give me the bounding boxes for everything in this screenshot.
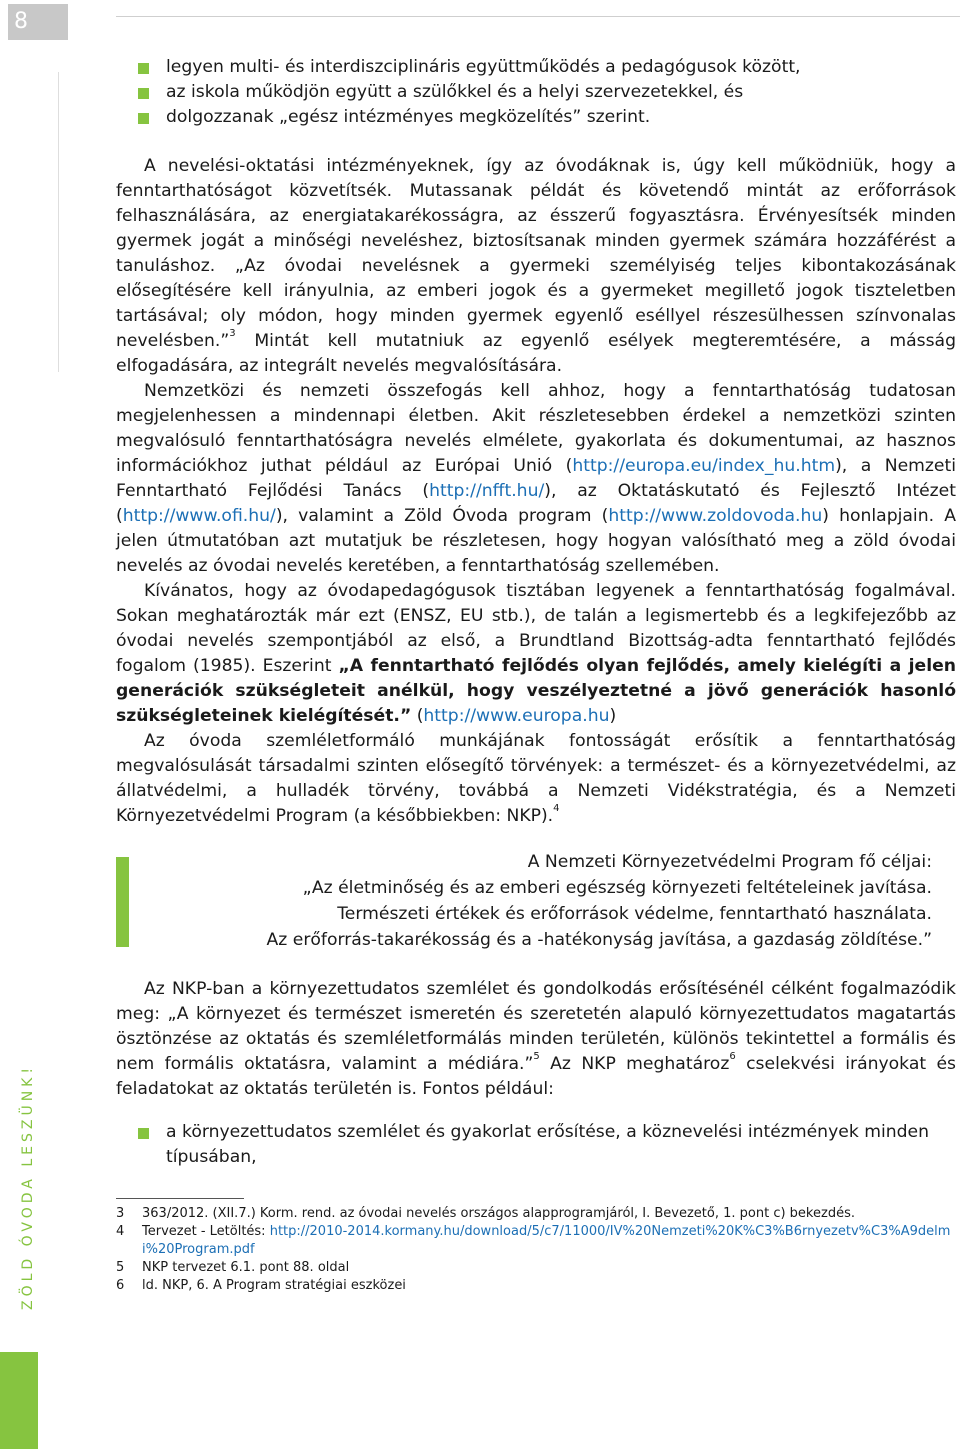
margin-rule bbox=[58, 72, 59, 372]
quote-line: Az erőforrás-takarékosság és a -hatékonyság javítása, a gazdaság zöldítése.” bbox=[266, 930, 932, 950]
bottom-bullet-list bbox=[116, 1120, 956, 1170]
list-item: legyen multi- és interdiszciplináris együttműködés a pedagógusok között, bbox=[116, 55, 956, 80]
link-ofi[interactable]: http://www.ofi.hu/ bbox=[122, 506, 276, 526]
footnote-3: 3 363/2012. (XII.7.) Korm. rend. az óvodai nevelés országos alapprogramjáról, I. Bevezető, 1. pont c) bekezdés. bbox=[116, 1206, 855, 1221]
paragraph-cooperation: Nemzetközi és nemzeti összefogás kell ahhoz, hogy a fenntarthatóság tudatosan megjelenhessen a mindennapi életben. Akit részletesebben érdekel a nemzetközi szinten megvalósuló fenntarthatóságra nevelés elmélete, gyakorlata és dokumentumai, az hasznos információkhoz juthat például az Európai Unió (http://europa.eu/index_hu.htm), a Nemzeti Fenntartható Fejlődési Tanács (http://nfft.hu/), az Oktatáskutató és Fejlesztő Intézet (http://www.ofi.hu/), valamint a Zöld Óvoda program (http://www.zoldovoda.hu) honlapjain. A jelen útmutatóban azt mutatjuk be részletesen, hogy hogyan valósítható meg a zöld óvodai nevelés az óvodai nevelés keretében, a fenntarthatóság szellemében. bbox=[116, 381, 956, 576]
brundtland-definition: „A fenntartható fejlődés olyan fejlődés, amely kielégíti a jelen generációk szükségleteit anélkül, hogy veszélyeztetné a jövő generációk hasonló szükségleteinek kielégítését.” bbox=[116, 656, 956, 726]
footnote-separator bbox=[116, 1198, 244, 1199]
footnote-ref-5[interactable]: 5 bbox=[533, 1051, 540, 1062]
link-europa-eu[interactable]: http://europa.eu/index_hu.htm bbox=[572, 456, 836, 476]
link-zoldovoda[interactable]: http://www.zoldovoda.hu bbox=[608, 506, 823, 526]
paragraph-definition: Kívánatos, hogy az óvodapedagógusok tisztában legyenek a fenntarthatóság fogalmával. Sokan meghatározták már ezt (ENSZ, EU stb.), de talán a legismertebb és a legkifejezőbb az óvodai nevelés szempontjából az első, a Brundtland Bizottság-adta fenntartható fejlődés fogalom (1985). Eszerint „A fenntartható fejlődés olyan fejlődés, amely kielégíti a jelen generációk szükségleteit anélkül, hogy veszélyeztetné a jövő generációk hasonló szükségleteinek kielégítését.” (http://www.europa.hu) bbox=[116, 581, 956, 726]
footnote-5: 5 NKP tervezet 6.1. pont 88. oldal bbox=[116, 1260, 350, 1275]
page-number: 8 bbox=[8, 4, 68, 40]
nkp-goals-quote bbox=[116, 849, 956, 953]
footnote-ref-3[interactable]: 3 bbox=[229, 328, 236, 339]
paragraph-laws: Az óvoda szemléletformáló munkájának fontosságát erősítik a fenntarthatóság megvalósulását társadalmi szinten elősegítő törvények: a természet- és a környezetvédelmi, az állatvédelmi, a hulladék törvény, továbbá a Nemzeti Vidékstratégia, és a Nemzeti Környezetvédelmi Program (a későbbiekben: NKP).$^4$ bbox=[116, 731, 956, 826]
top-bullet-list bbox=[116, 55, 956, 130]
page-content bbox=[116, 55, 956, 1295]
footnote-ref-4[interactable]: 4 bbox=[553, 803, 560, 814]
link-europa-hu[interactable]: http://www.europa.hu bbox=[423, 706, 610, 726]
footnote-6: 6 ld. NKP, 6. A Program stratégiai eszközei bbox=[116, 1278, 406, 1293]
quote-line: Természeti értékek és erőforrások védelme, fenntartható használata. bbox=[337, 904, 932, 924]
list-item: a környezettudatos szemlélet és gyakorlat erősítése, a köznevelési intézmények minden típusában, bbox=[116, 1120, 956, 1170]
header-rule bbox=[116, 16, 960, 17]
paragraph-nkp: Az NKP-ban a környezettudatos szemlélet és gondolkodás erősítésénél célként fogalmazódik meg: „A környezet és természet ismeretén és szeretetén alapuló környezettudatos magatartás ösztönzése az oktatás és szemléletformálás minden területén, különös tekintettel a formális és nem formális oktatásra, valamint a médiára.”$^5$ Az NKP meghatároz$^6$ cselekvési irányokat és feladatokat az oktatás területén is. Fontos például: bbox=[116, 979, 956, 1099]
footnote-ref-6[interactable]: 6 bbox=[729, 1051, 736, 1062]
paragraph-intro: A nevelési-oktatási intézményeknek, így az óvodáknak is, úgy kell működniük, hogy a fenntarthatóságot közvetítsék. Mutassanak példát és követendő mintát az erőforrások felhasználására, az energiatakarékosságra, az ésszerű fogyasztásra. Érvényesítsék minden gyermek jogát a minőségi neveléshez, biztosítsanak minden gyermek számára hozzáférést a tanuláshoz. „Az óvodai nevelésnek a gyermeki személyiség teljes kibontakozásának elősegítésére kell irányulnia, az emberi jogok és a gyermeket megillető jogok tiszteletben tartásával; oly módon, hogy minden gyermek egyenlő eséllyel részesülhessen színvonalas nevelésben.”$^3$ Mintát kell mutatniuk az egyenlő esélyek megteremtésére, a másság elfogadására, az integrált nevelés megvalósítására. bbox=[116, 156, 956, 376]
corner-green-bar bbox=[0, 1352, 38, 1449]
quote-accent-bar bbox=[116, 857, 129, 947]
list-item: az iskola működjön együtt a szülőkkel és a helyi szervezetekkel, és bbox=[116, 80, 956, 105]
link-nkp-pdf[interactable]: http://2010-2014.kormany.hu/download/5/c7/11000/IV%20Nemzeti%20K%C3%B6rnyezetv%C3%A9delmi%20Program.pdf bbox=[142, 1224, 951, 1257]
quote-title: A Nemzeti Környezetvédelmi Program fő céljai: bbox=[527, 852, 932, 872]
quote-line: „Az életminőség és az emberi egészség környezeti feltételeinek javítása. bbox=[302, 878, 932, 898]
list-item: dolgozzanak „egész intézményes megközelítés” szerint. bbox=[116, 105, 956, 130]
link-nfft[interactable]: http://nfft.hu/ bbox=[429, 481, 545, 501]
footnote-4: 4 Tervezet - Letöltés: http://2010-2014.kormany.hu/download/5/c7/11000/IV%20Nemzeti%20K%C3%B6rnyezetv%C3%A9delmi%20Program.pdf bbox=[116, 1224, 951, 1257]
side-label: ZÖLD ÓVODA LESZÜNK! bbox=[20, 1064, 36, 1310]
footnotes bbox=[116, 1205, 956, 1295]
